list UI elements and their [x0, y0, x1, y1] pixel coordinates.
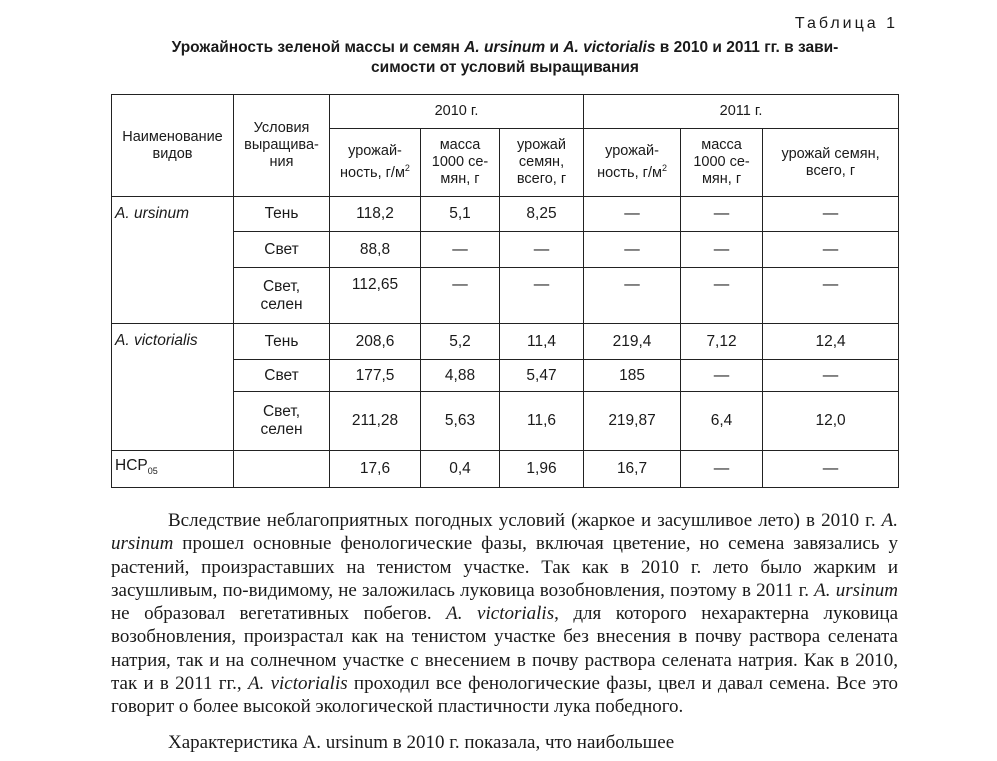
value-cell: 0,4	[421, 451, 500, 488]
caption-text: и	[545, 39, 564, 56]
yield-table	[111, 94, 899, 488]
header-conditions	[234, 95, 330, 197]
header-text: всего, г	[516, 171, 567, 187]
header-text: Условия	[253, 120, 310, 136]
paragraph-text: не образовал вегетативных побегов.	[111, 603, 447, 625]
value-cell: 16,7	[584, 451, 681, 488]
condition-cell: Тень	[234, 324, 330, 360]
body-paragraph	[111, 509, 898, 719]
value-cell: 11,4	[500, 324, 584, 360]
header-year-2011: 2011 г.	[584, 95, 899, 129]
header-text: масса	[701, 137, 742, 153]
value-cell: 12,4	[763, 324, 899, 360]
header-2010-seed-yield	[500, 129, 584, 197]
header-text: урожай-	[605, 143, 659, 160]
header-2010-mass	[421, 129, 500, 197]
value-cell: —	[584, 232, 681, 268]
condition-text: Свет,	[262, 277, 301, 295]
value-cell: 88,8	[330, 232, 421, 268]
value-cell: —	[763, 197, 899, 232]
value-cell: 12,0	[763, 392, 899, 451]
caption-species-1: A. ursinum	[464, 39, 546, 56]
species-name-inline: A. ursinum	[111, 510, 898, 555]
value-cell: —	[763, 232, 899, 268]
header-text: 1000 се-	[431, 154, 489, 170]
header-species	[112, 95, 234, 197]
empty-cell	[234, 451, 330, 488]
header-2011-yield	[584, 129, 681, 197]
caption-text: в 2010 и 2011 гг. в зави-	[655, 39, 839, 56]
value-cell: 1,96	[500, 451, 584, 488]
header-text: ния	[269, 154, 294, 170]
header-text: выращива-	[244, 137, 319, 153]
species-name: A. ursinum	[112, 197, 234, 324]
condition-cell	[234, 392, 330, 451]
value-cell: 211,28	[330, 392, 421, 451]
header-2011-mass	[681, 129, 763, 197]
value-cell: 4,88	[421, 360, 500, 392]
value-cell: 5,63	[421, 392, 500, 451]
header-text: мян, г	[440, 171, 480, 187]
header-text: всего, г	[805, 162, 856, 179]
header-text: урожай-	[348, 143, 402, 160]
value-cell: 177,5	[330, 360, 421, 392]
value-cell: —	[681, 232, 763, 268]
value-cell: 8,25	[500, 197, 584, 232]
value-cell: 219,4	[584, 324, 681, 360]
nsr-label	[112, 451, 234, 488]
value-cell: 6,4	[681, 392, 763, 451]
condition-text: Свет,	[262, 403, 301, 420]
table-row	[112, 324, 899, 360]
condition-cell: Тень	[234, 197, 330, 232]
nsr-label-text: НСР	[115, 457, 148, 475]
paragraph-text: прошел основные фенологические фазы, включая цветение, но семена завязались у растений, произраставших на тенистом участке. Так как в 2010 г. лето было жарким и засушливым, по-видимому, не заложилась луковица возобновления, поэтому в 2011 г.	[111, 533, 898, 601]
value-cell: —	[584, 268, 681, 324]
value-cell: —	[681, 360, 763, 392]
condition-cell	[234, 268, 330, 324]
value-cell: 219,87	[584, 392, 681, 451]
header-text: урожай	[517, 137, 566, 153]
paragraph-text: Вследствие неблагоприятных погодных условий (жаркое и засушливое лето) в 2010 г.	[168, 510, 882, 531]
header-text: 1000 се-	[693, 154, 750, 170]
nsr-subscript: 05	[147, 466, 158, 477]
value-cell: —	[681, 197, 763, 232]
value-cell: 118,2	[330, 197, 421, 232]
header-text: масса	[439, 137, 481, 153]
header-text: урожай семян,	[781, 145, 880, 162]
value-cell: —	[500, 232, 584, 268]
caption-species-2: A. victorialis	[563, 39, 656, 56]
species-name-inline: A. ursinum	[814, 579, 898, 601]
table-number: Таблица 1	[794, 15, 898, 32]
value-cell: 5,1	[421, 197, 500, 232]
condition-cell: Свет	[234, 232, 330, 268]
value-cell: 5,47	[500, 360, 584, 392]
value-cell: 185	[584, 360, 681, 392]
value-cell: —	[763, 451, 899, 488]
header-2011-seed-yield	[763, 129, 899, 197]
header-superscript: 2	[404, 163, 410, 174]
value-cell: —	[500, 268, 584, 324]
next-paragraph-cutoff: Характеристика A. ursinum в 2010 г. показала, что наибольшее	[168, 732, 675, 753]
header-superscript: 2	[661, 163, 667, 174]
condition-text: селен	[260, 421, 303, 438]
header-text: мян, г	[701, 171, 742, 187]
header-text: ность, г/м	[340, 164, 405, 181]
caption-text: симости от условий выращивания	[371, 59, 639, 76]
value-cell: —	[763, 268, 899, 324]
species-name-inline: A. victorialis	[247, 673, 348, 695]
value-cell: 17,6	[330, 451, 421, 488]
table-caption	[112, 38, 898, 78]
header-text: ность, г/м	[597, 164, 662, 181]
header-year-2010: 2010 г.	[330, 95, 584, 129]
species-name-inline: A. victorialis	[446, 603, 555, 625]
value-cell: —	[681, 451, 763, 488]
value-cell: —	[584, 197, 681, 232]
species-name: A. victorialis	[112, 324, 234, 451]
header-text: семян,	[518, 154, 565, 170]
condition-text: селен	[260, 295, 303, 313]
table-row-nsr	[112, 451, 899, 488]
value-cell: 208,6	[330, 324, 421, 360]
table-row	[112, 197, 899, 232]
paragraph-text: проходил все фенологические фазы, цвел и давал семена. Все это говорит о более высокой экологической пластичности лука победного.	[111, 673, 899, 718]
value-cell: 5,2	[421, 324, 500, 360]
value-cell: —	[421, 268, 500, 324]
value-cell: 11,6	[500, 392, 584, 451]
value-cell: —	[681, 268, 763, 324]
value-cell: —	[763, 360, 899, 392]
value-cell: 7,12	[681, 324, 763, 360]
caption-text: Урожайность зеленой массы и семян	[171, 39, 465, 56]
paragraph-text: , для которого нехарактерна луковица возобновления, произрастал как на тенистом участке без внесения в почву раствора селената натрия, так и на солнечном участке с внесением в почву раствора селената натрия. Как в 2010, так и в 2011 гг.,	[111, 603, 898, 695]
value-cell: 112,65	[330, 268, 421, 324]
value-cell: —	[421, 232, 500, 268]
condition-cell: Свет	[234, 360, 330, 392]
header-species-text: Наименование видов	[122, 128, 223, 162]
header-2010-yield	[330, 129, 421, 197]
